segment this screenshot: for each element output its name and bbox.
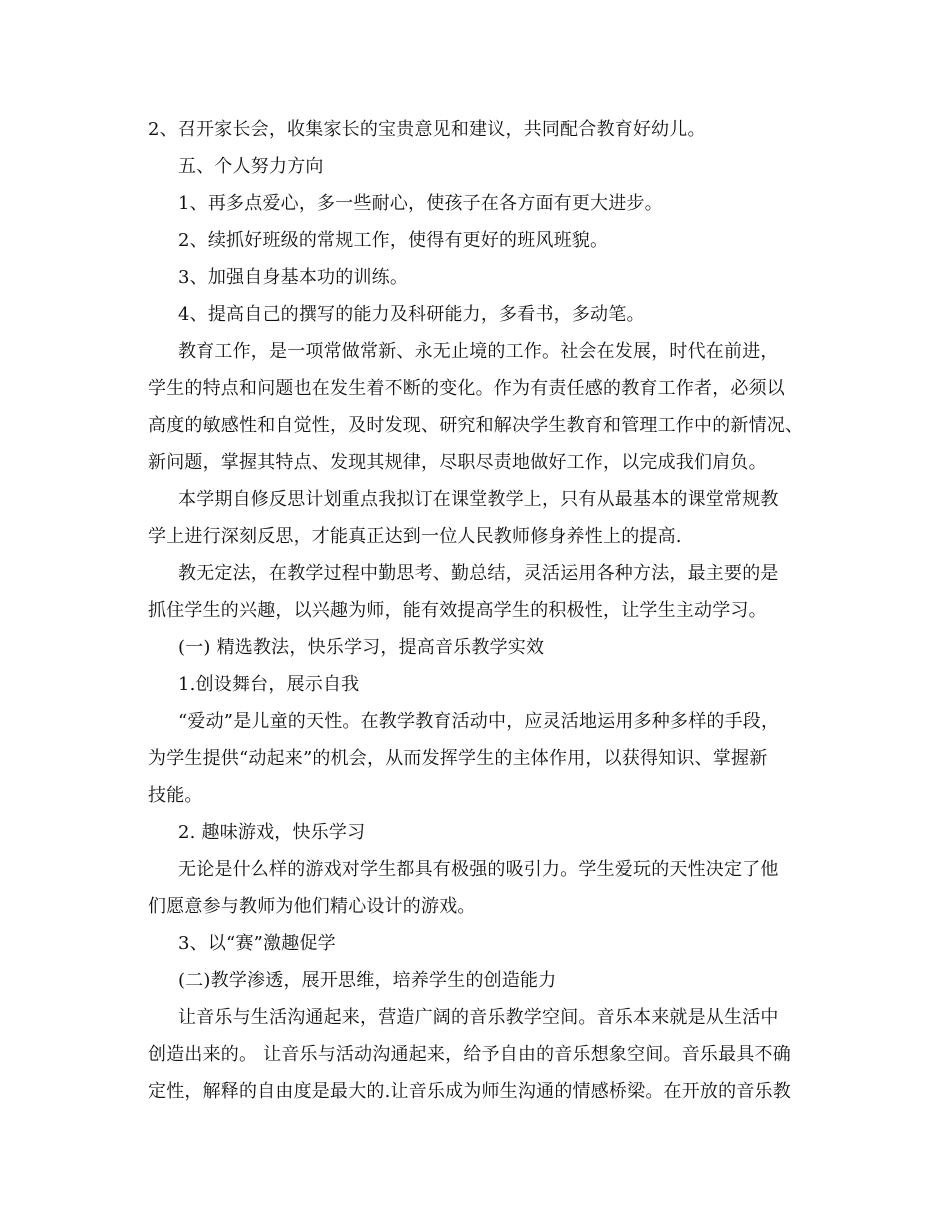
section-heading: (一) 精选教法，快乐学习，提高音乐教学实效: [178, 637, 545, 658]
text-line: 高度的敏感性和自觉性，及时发现、研究和解决学生教育和管理工作中的新情况、: [148, 415, 804, 436]
text-line: 教无定法，在教学过程中勤思考、勤总结，灵活运用各种方法，最主要的是: [178, 563, 779, 584]
subsection-heading: 2. 趣味游戏，快乐学习: [178, 822, 366, 843]
text-line: 教育工作，是一项常做常新、永无止境的工作。社会在发展，时代在前进，: [178, 341, 779, 362]
text-line: 让音乐与生活沟通起来，营造广阔的音乐教学空间。音乐本来就是从生活中: [178, 1007, 779, 1028]
text-line: 4、提高自己的撰写的能力及科研能力，多看书，多动笔。: [178, 304, 645, 325]
subsection-heading: 1.创设舞台，展示自我: [178, 674, 360, 695]
text-line: 无论是什么样的游戏对学生都具有极强的吸引力。学生爱玩的天性决定了他: [178, 859, 779, 880]
text-line: 新问题，掌握其特点、发现其规律，尽职尽责地做好工作，以完成我们肩负。: [148, 452, 767, 473]
text-line: 为学生提供“动起来”的机会，从而发挥学生的主体作用，以获得知识、掌握新: [148, 748, 768, 769]
text-line: 抓住学生的兴趣，以兴趣为师，能有效提高学生的积极性，让学生主动学习。: [148, 600, 767, 621]
text-line: 2、召开家长会，收集家长的宝贵意见和建议，共同配合教育好幼儿。: [148, 119, 706, 140]
text-line: 们愿意参与教师为他们精心设计的游戏。: [148, 896, 476, 917]
text-line: 1、再多点爱心，多一些耐心，使孩子在各方面有更大进步。: [178, 193, 663, 214]
section-heading: (二)教学渗透，展开思维，培养学生的创造能力: [178, 970, 557, 991]
text-line: 2、续抓好班级的常规工作，使得有更好的班风班貌。: [178, 230, 609, 251]
text-line: “爱动”是儿童的天性。在教学教育活动中，应灵活地运用多种多样的手段，: [178, 711, 780, 732]
text-line: 学上进行深刻反思，才能真正达到一位人民教师修身养性上的提高.: [148, 526, 682, 547]
text-line: 定性，解释的自由度是最大的.让音乐成为师生沟通的情感桥梁。在开放的音乐教: [148, 1081, 791, 1102]
text-line: 本学期自修反思计划重点我拟订在课堂教学上，只有从最基本的课堂常规教: [178, 489, 779, 510]
text-line: 3、加强自身基本功的训练。: [178, 267, 409, 288]
text-line: 技能。: [148, 785, 203, 806]
text-line: 创造出来的。 让音乐与活动沟通起来，给予自由的音乐想象空间。音乐最具不确: [148, 1044, 791, 1065]
section-heading: 五、个人努力方向: [178, 156, 324, 177]
text-line: 学生的特点和问题也在发生着不断的变化。作为有责任感的教育工作者，必须以: [148, 378, 785, 399]
subsection-heading: 3、以“赛”激趣促学: [178, 933, 336, 954]
